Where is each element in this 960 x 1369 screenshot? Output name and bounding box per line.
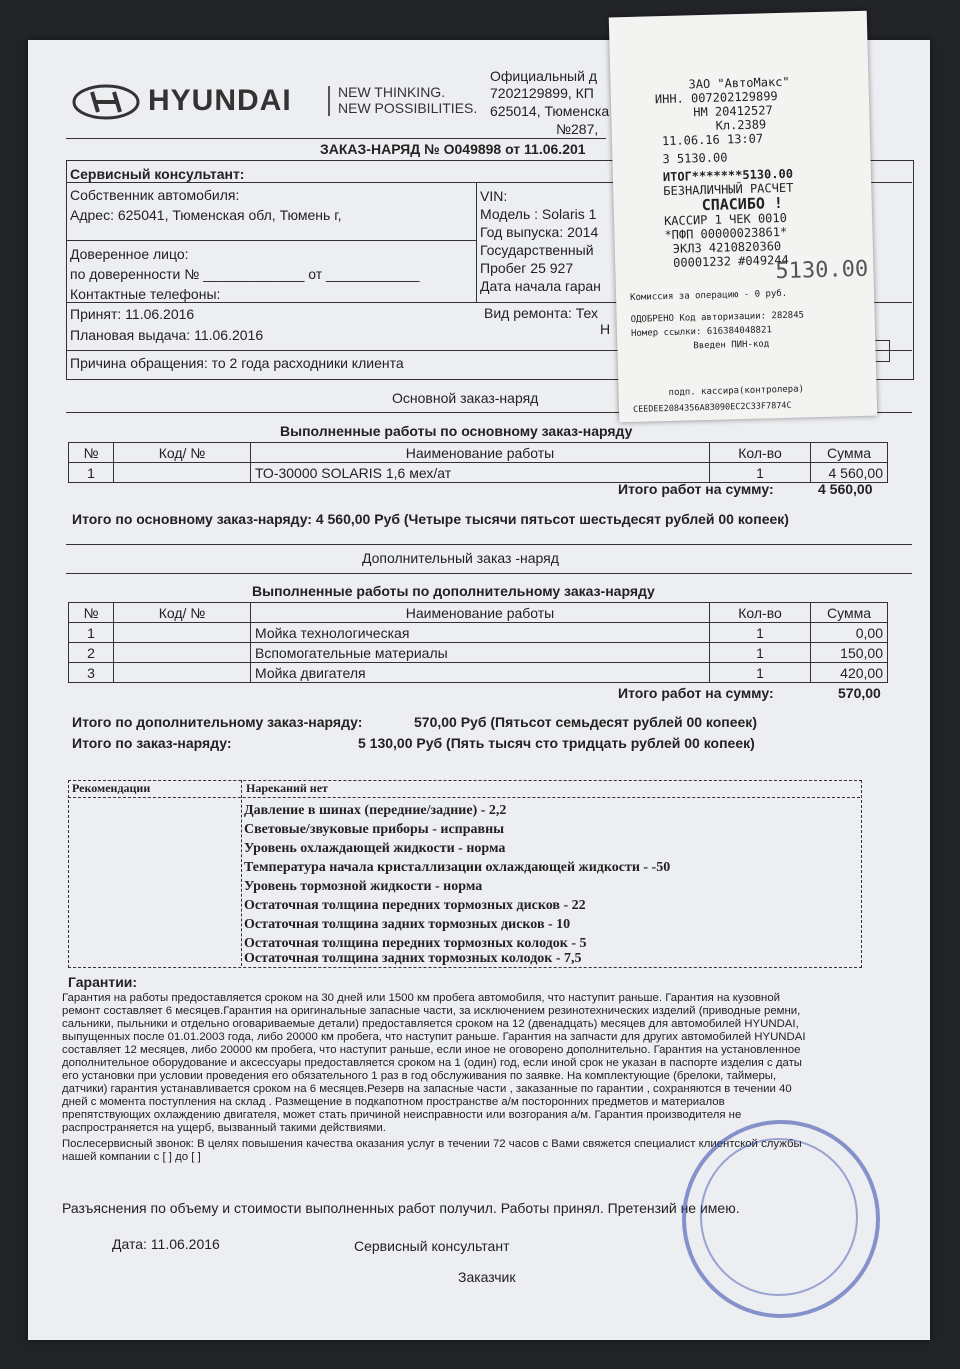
footer-date: Дата: 11.06.2016 xyxy=(112,1236,220,1252)
extra-works-table xyxy=(68,602,888,683)
vin-label: VIN: xyxy=(480,188,508,204)
receipt-big-amount: 5130.00 xyxy=(775,256,869,285)
warranty-line: дней с момента поступления на склад . Размещение в подкапотном пространстве а/м посторонних предметов и материалов xyxy=(62,1096,725,1108)
warranty-line: дополнительное оборудование и аксессуары предоставляется сроком на 1 (один) год, если иной срок не указан в паспорте изделия с даты xyxy=(62,1057,802,1069)
footer-consultant: Сервисный консультант xyxy=(354,1238,510,1254)
service-consultant-label: Сервисный консультант: xyxy=(70,166,245,182)
table-row xyxy=(69,463,888,483)
brand-tagline-2: NEW POSSIBILITIES. xyxy=(338,100,478,116)
warranty-start-label: Дата начала гаран xyxy=(480,278,601,294)
rec-item: Остаточная толщина передних тормозных дисков - 22 xyxy=(244,898,586,913)
repair-type-label: Вид ремонта: Тех xyxy=(484,305,598,321)
row-qty: 1 xyxy=(710,463,811,483)
receipt-line: 3 5130.00 xyxy=(662,150,728,167)
warranty-line: составляет 12 месяцев, либо 20000 км пробега, что наступит раньше, если иное не оговорено дополнительно. Гарантия на установленное xyxy=(62,1044,801,1056)
year-label: Год выпуска: 2014 xyxy=(480,224,599,240)
brand-tagline-1: NEW THINKING. xyxy=(338,84,446,100)
col-num: № xyxy=(69,603,114,623)
payment-receipt xyxy=(609,11,878,423)
dealer-line-4: №287, xyxy=(556,121,599,137)
accepted-date: Принят: 11.06.2016 xyxy=(70,306,195,322)
main-works-table xyxy=(68,442,888,483)
mileage-label: Пробег 25 927 xyxy=(480,260,574,276)
col-num: № xyxy=(69,443,114,463)
table-row xyxy=(69,643,888,663)
row-qty: 1 xyxy=(710,663,811,683)
repair-type-cont: Н xyxy=(600,321,611,337)
trustee-label: Доверенное лицо: xyxy=(70,246,189,262)
col-sum: Сумма xyxy=(811,443,888,463)
row-name: ТО-30000 SOLARIS 1,6 мех/ат xyxy=(251,463,710,483)
receipt-line: ИНН. 007202129899 xyxy=(654,89,778,107)
rec-item: Остаточная толщина задних тормозных дисков - 10 xyxy=(244,917,571,932)
service-call-time: нашей компании с [ ] до [ ] xyxy=(62,1151,201,1163)
owner-address: Адрес: 625041, Тюменская обл, Тюмень г, xyxy=(70,207,342,223)
service-call-line: Послесервисный звонок: В целях повышения качества оказания услуг в течении 72 часов с Вами свяжется специалист клиентской службы xyxy=(62,1138,802,1150)
main-total-value: 4 560,00 xyxy=(818,481,873,497)
order-total-label: Итого по заказ-наряду: xyxy=(72,735,232,751)
receipt-approved: ОДОБРЕНО Код авторизации: 282845 xyxy=(630,310,805,325)
receipt-line: СПАСИБО ! xyxy=(701,193,784,215)
row-sum: 150,00 xyxy=(811,643,888,663)
receipt-commission: Комиссия за операцию - 0 руб. xyxy=(629,288,788,303)
extra-order-heading: Дополнительный заказ -наряд xyxy=(362,550,559,566)
warranty-line: его установки при условии проведения его обязательного 1 раз в год обслуживания по заявке. На комплектующие (брелоки, таймеры, xyxy=(62,1070,777,1082)
row-qty: 1 xyxy=(710,623,811,643)
rec-item: Уровень охлаждающей жидкости - норма xyxy=(244,841,506,856)
table-row xyxy=(69,623,888,643)
footer-customer: Заказчик xyxy=(458,1269,516,1285)
receipt-hash: CEEDEE2084356A83090EC2C33F7874C xyxy=(632,400,792,415)
receipt-line: БЕЗНАЛИЧНЫЙ РАСЧЕТ xyxy=(663,180,794,199)
table-header-row xyxy=(69,443,888,463)
receipt-signature: подп. кассира(контролера) xyxy=(668,384,805,399)
extra-total-value: 570,00 xyxy=(838,685,881,701)
hyundai-emblem-icon xyxy=(72,84,140,120)
receipt-line: ИТОГ*******5130.00 xyxy=(662,166,794,185)
receipt-line: Кл.2389 xyxy=(715,117,767,133)
main-grand-total: Итого по основному заказ-наряду: 4 560,00 Руб (Четыре тысячи пятьсот шестьдесят рублей 00 копеек) xyxy=(72,511,789,527)
main-order-heading: Основной заказ-наряд xyxy=(392,390,539,406)
proxy-line: по доверенности № _____________ от ____________ xyxy=(70,266,420,282)
dealer-line-3: 625014, Тюменска xyxy=(490,103,610,119)
recommendations-label: Рекомендации xyxy=(72,781,151,795)
state-reg-label: Государственный xyxy=(480,242,594,258)
extra-grand-total-label: Итого по дополнительному заказ-наряду: xyxy=(72,714,363,730)
receipt-line: ЭКЛЗ 4210820360 xyxy=(672,239,782,256)
rec-item: Остаточная толщина передних тормозных колодок - 5 xyxy=(244,936,587,951)
row-sum: 4 560,00 xyxy=(811,463,888,483)
col-name: Наименование работы xyxy=(251,603,710,623)
warranty-line: Гарантия на работы предоставляется сроком на 30 дней или 1500 км пробега автомобиля, что наступит раньше. Гарантия на кузовной xyxy=(62,992,781,1004)
owner-label: Собственник автомобиля: xyxy=(70,187,240,203)
row-code xyxy=(114,643,251,663)
rec-item: Давление в шинах (передние/задние) - 2,2 xyxy=(244,803,507,818)
row-code xyxy=(114,663,251,683)
warranty-line: ремонт составляет 6 месяцев.Гарантия на оригинальные запасные части, за исключением резинотехнических изделий (приводные ремни, xyxy=(62,1005,801,1017)
warranty-line: сальники, пыльники и отдельно оговариваемые детали) предоставляется сроком на 12 (двенадцать) месяцев для автомобилей HYUNDAI, xyxy=(62,1018,799,1030)
rec-item: Температура начала кристаллизации охлаждающей жидкости - -50 xyxy=(244,860,671,875)
row-name: Мойка двигателя xyxy=(251,663,710,683)
row-num: 1 xyxy=(69,623,114,643)
order-total-value: 5 130,00 Руб (Пять тысяч сто тридцать рублей 00 копеек) xyxy=(358,735,755,751)
rec-item: Уровень тормозной жидкости - норма xyxy=(244,879,483,894)
row-code xyxy=(114,463,251,483)
receipt-line: КАССИР 1 ЧЕК 0010 xyxy=(663,210,788,229)
planned-date: Плановая выдача: 11.06.2016 xyxy=(70,327,264,343)
warranty-title: Гарантии: xyxy=(68,974,138,990)
row-name: Мойка технологическая xyxy=(251,623,710,643)
col-qty: Кол-во xyxy=(710,443,811,463)
row-code xyxy=(114,623,251,643)
row-sum: 0,00 xyxy=(811,623,888,643)
main-order-table-title: Выполненные работы по основному заказ-наряду xyxy=(280,423,633,439)
acknowledgement: Разъяснения по объему и стоимости выполненных работ получил. Работы принял. Претензий не имею. xyxy=(62,1200,740,1216)
rec-item: Световые/звуковые приборы - исправны xyxy=(244,822,505,837)
brand-name: HYUNDAI xyxy=(148,84,292,117)
col-name: Наименование работы xyxy=(251,443,710,463)
dealer-line-2: 7202129899, КП xyxy=(490,85,594,101)
receipt-pin: Введен ПИН-код xyxy=(693,339,770,352)
row-num: 3 xyxy=(69,663,114,683)
extra-grand-total-value: 570,00 Руб (Пятьсот семьдесят рублей 00 копеек) xyxy=(414,714,757,730)
table-row xyxy=(69,663,888,683)
order-title: ЗАКАЗ-НАРЯД № О049898 от 11.06.201 xyxy=(320,141,586,157)
row-num: 2 xyxy=(69,643,114,663)
receipt-line: НМ 20412527 xyxy=(693,103,773,120)
rec-item: Остаточная толщина задних тормозных колодок - 7,5 xyxy=(244,951,582,966)
table-header-row xyxy=(69,603,888,623)
warranty-line: распространяется на ущерб, вызванный такими действиями. xyxy=(62,1122,386,1134)
extra-total-label: Итого работ на сумму: xyxy=(618,685,774,701)
receipt-line: 00001232 #049244 xyxy=(673,252,789,270)
warranty-line: датчики) гарантия устанавливается сроком на 6 месяцев.Резерв на запасные части , заказанные по гарантии , сохраняются в течении 40 xyxy=(62,1083,792,1095)
col-qty: Кол-во xyxy=(710,603,811,623)
phones-label: Контактные телефоны: xyxy=(70,286,221,302)
col-sum: Сумма xyxy=(811,603,888,623)
receipt-line: ЗАО "АвтоМакс" xyxy=(688,74,790,92)
extra-order-table-title: Выполненные работы по дополнительному заказ-наряду xyxy=(252,583,655,599)
row-qty: 1 xyxy=(710,643,811,663)
main-total-label: Итого работ на сумму: xyxy=(618,481,774,497)
company-stamp-inner xyxy=(700,1138,858,1296)
recommendations-status: Нареканий нет xyxy=(246,781,328,795)
receipt-ref: Номер ссылки: 616384048821 xyxy=(630,325,773,339)
receipt-line: 11.06.16 13:07 xyxy=(661,131,764,149)
col-code: Код/ № xyxy=(114,443,251,463)
row-name: Вспомогательные материалы xyxy=(251,643,710,663)
warranty-line: выпущенных после 01.01.2003 года, либо 20000 км пробега, что наступит раньше. Гарантия на запчасти для других автомобилей HYUNDAI xyxy=(62,1031,806,1043)
col-code: Код/ № xyxy=(114,603,251,623)
model-label: Модель : Solaris 1 xyxy=(480,206,597,222)
receipt-line: *ПФП 00000023861* xyxy=(664,224,788,243)
dealer-line-1: Официальный д xyxy=(490,68,597,84)
warranty-line: препятствующих охлаждению двигателя, может стать причиной неисправности или возгорания а/м. Гарантия производителя не xyxy=(62,1109,742,1121)
row-sum: 420,00 xyxy=(811,663,888,683)
visit-reason: Причина обращения: то 2 года расходники клиента xyxy=(70,355,404,371)
row-num: 1 xyxy=(69,463,114,483)
